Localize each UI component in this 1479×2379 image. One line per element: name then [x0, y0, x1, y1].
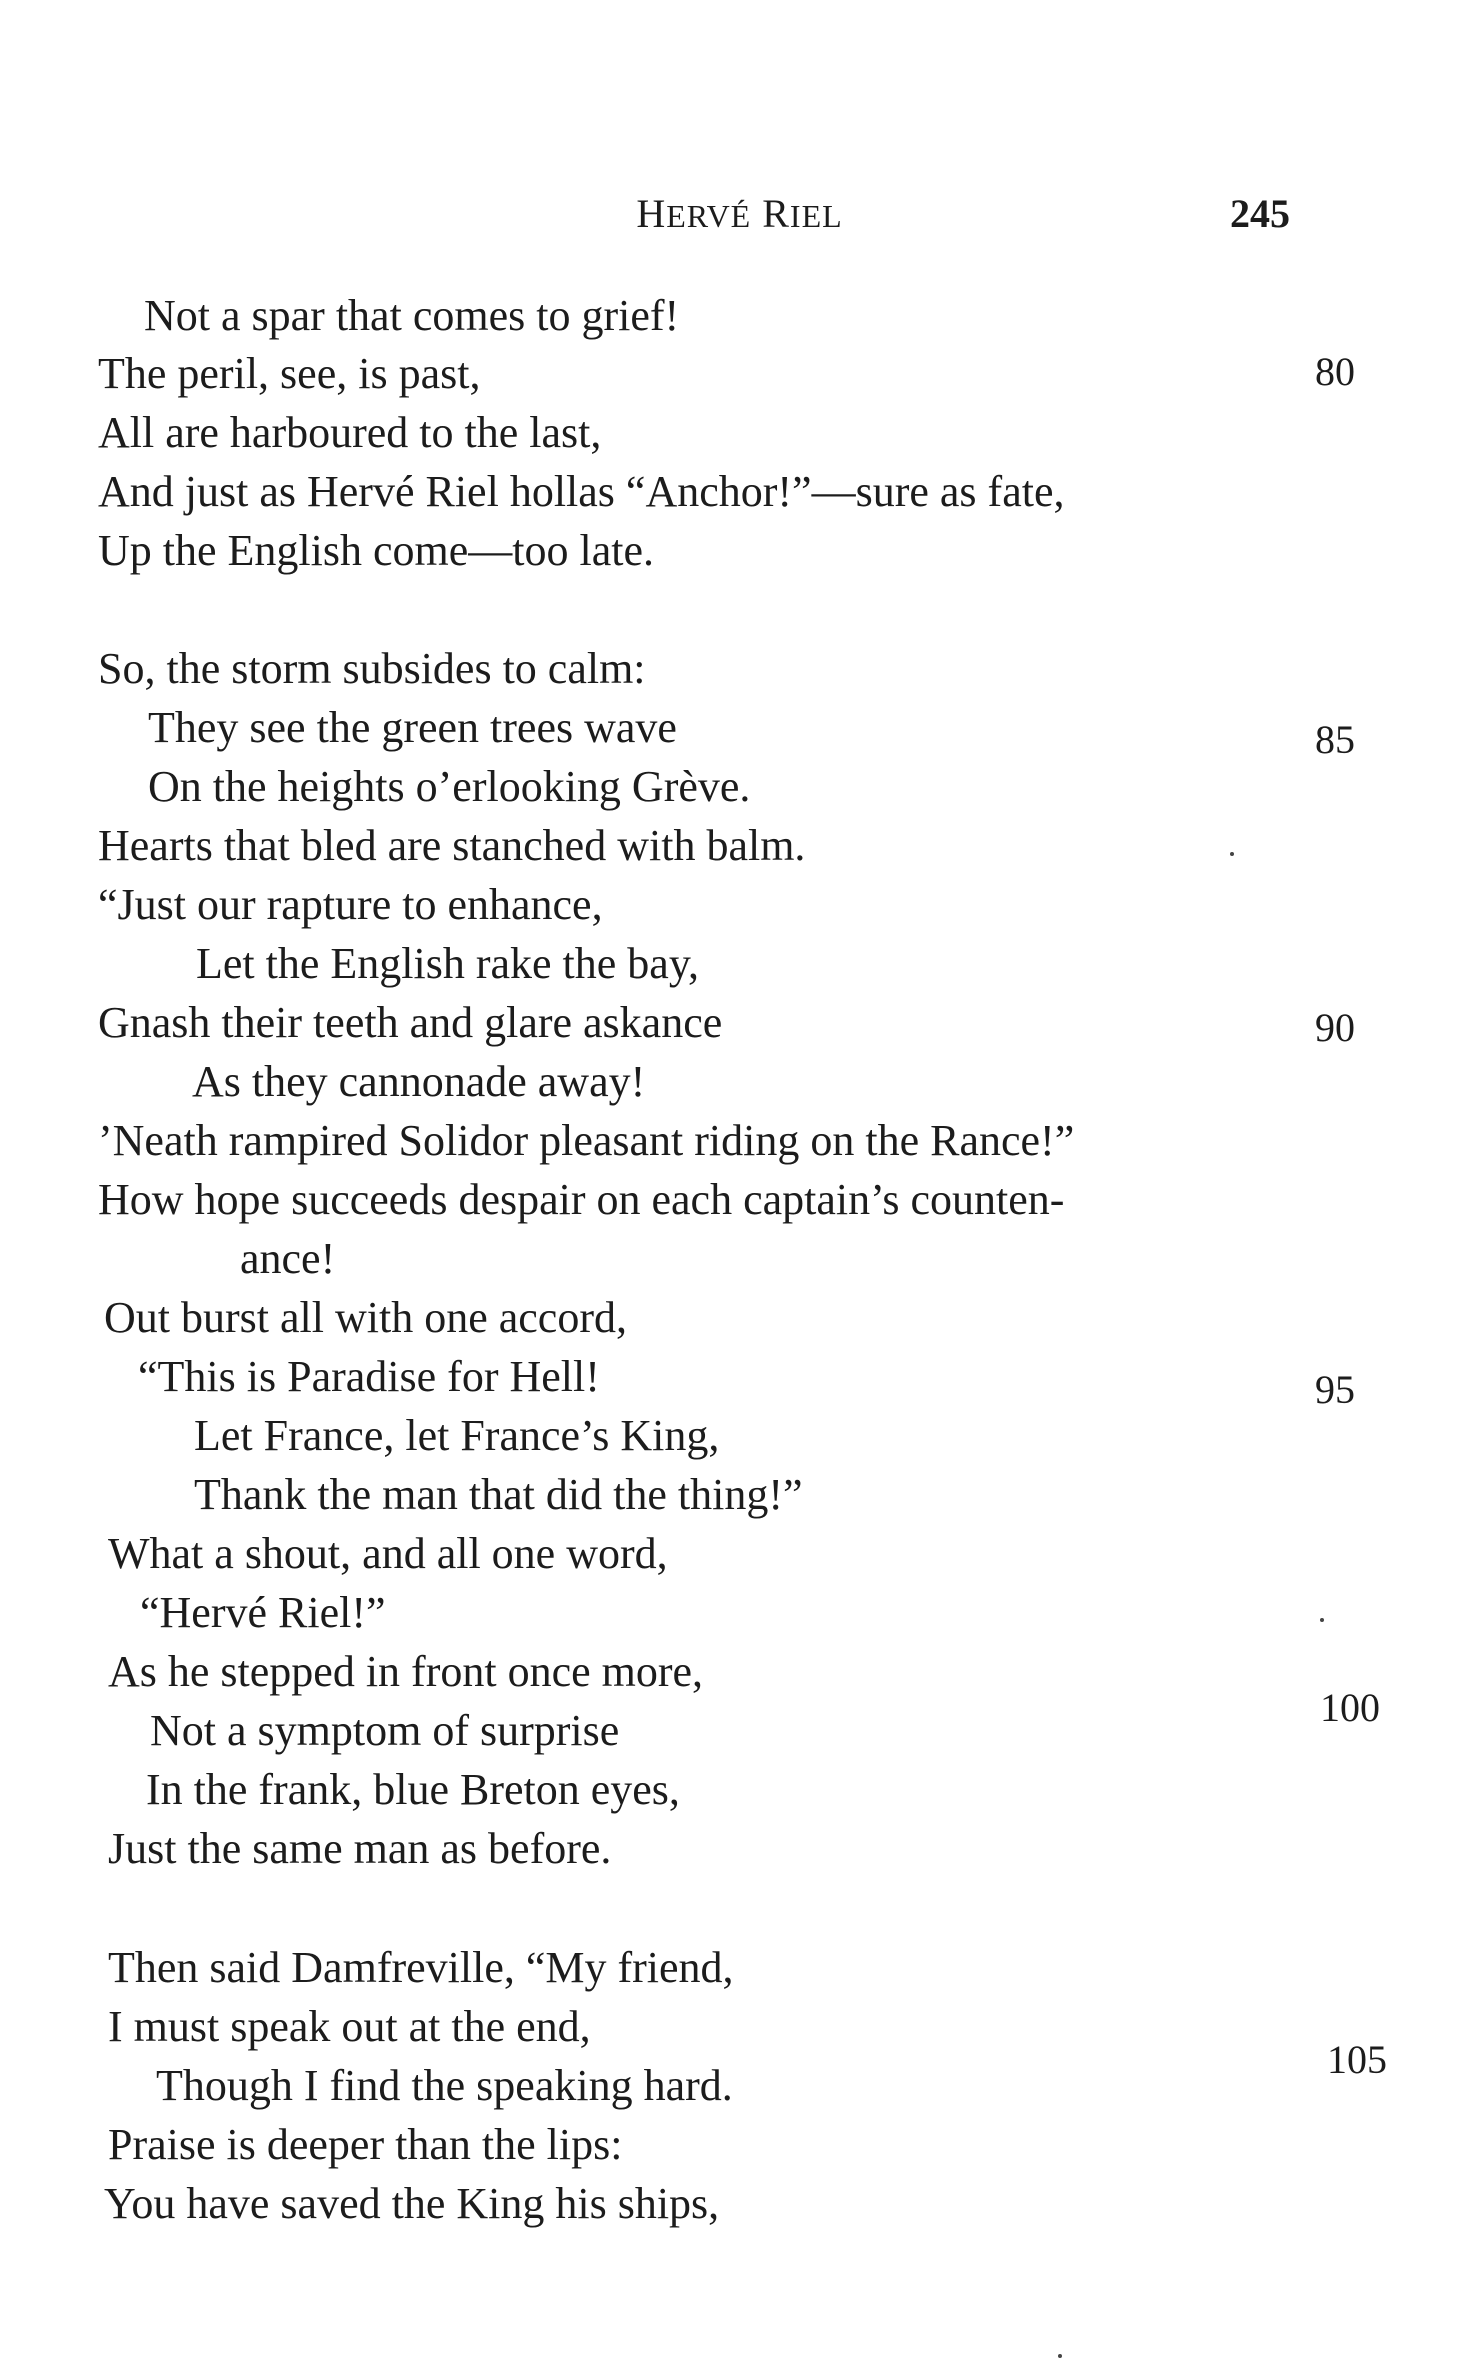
line-number: 95 [1315, 1367, 1355, 1412]
poem-line: ance! [240, 1234, 336, 1283]
poem-line: So, the storm subsides to calm: [98, 644, 646, 693]
poem-line: Hearts that bled are stanched with balm. [98, 821, 806, 870]
poem-line: What a shout, and all one word, [108, 1529, 668, 1578]
print-speck [1320, 1618, 1324, 1622]
poem-line: Let France, let France’s King, [194, 1411, 720, 1460]
running-title-initial-2: R [762, 191, 790, 236]
poem-line: Though I find the speaking hard. [156, 2061, 733, 2110]
line-number: 90 [1315, 1005, 1355, 1050]
poem-line: Just the same man as before. [108, 1824, 612, 1873]
poem-line: Gnash their teeth and glare askance [98, 998, 723, 1047]
running-title-initial-1: H [636, 191, 667, 236]
print-speck [1058, 2354, 1062, 2358]
poem-line: You have saved the King his ships, [104, 2179, 720, 2228]
poem-line: Up the English come—too late. [98, 526, 654, 575]
poem-line: As they cannonade away! [192, 1057, 646, 1106]
poem-line: The peril, see, is past, [98, 349, 481, 398]
poem-line: Not a symptom of surprise [150, 1706, 620, 1755]
running-title-rest-2: IEL [789, 198, 843, 234]
line-number: 105 [1327, 2037, 1387, 2082]
poem-line: Thank the man that did the thing!” [194, 1470, 803, 1519]
poem-line: ’Neath rampired Solidor pleasant riding on the Rance!” [98, 1116, 1075, 1165]
line-number: 100 [1320, 1685, 1380, 1730]
poem-line: All are harboured to the last, [98, 408, 602, 457]
line-number: 80 [1315, 349, 1355, 394]
poem-line: Not a spar that comes to grief! [144, 291, 680, 340]
poem-line: Out burst all with one accord, [104, 1293, 627, 1342]
line-number: 85 [1315, 717, 1355, 762]
poem-line: “Hervé Riel!” [140, 1588, 386, 1637]
poem-line: Let the English rake the bay, [196, 939, 699, 988]
poem-line: Praise is deeper than the lips: [108, 2120, 623, 2169]
poem-line: On the heights o’erlooking Grève. [148, 762, 751, 811]
poem-line: As he stepped in front once more, [108, 1647, 704, 1696]
print-speck [1230, 852, 1234, 856]
poem-line: In the frank, blue Breton eyes, [146, 1765, 680, 1814]
poem-line: I must speak out at the end, [108, 2002, 591, 2051]
poem-line: And just as Hervé Riel hollas “Anchor!”—sure as fate, [98, 467, 1065, 516]
poem-line: “Just our rapture to enhance, [98, 880, 603, 929]
poem-line: How hope succeeds despair on each captain’s counten- [98, 1175, 1065, 1224]
poem-line: They see the green trees wave [148, 703, 677, 752]
page-number: 245 [1230, 191, 1290, 236]
poem-line: “This is Paradise for Hell! [138, 1352, 600, 1401]
running-title-rest-1: ERVÉ [666, 198, 752, 234]
poem-line: Then said Damfreville, “My friend, [108, 1943, 734, 1992]
